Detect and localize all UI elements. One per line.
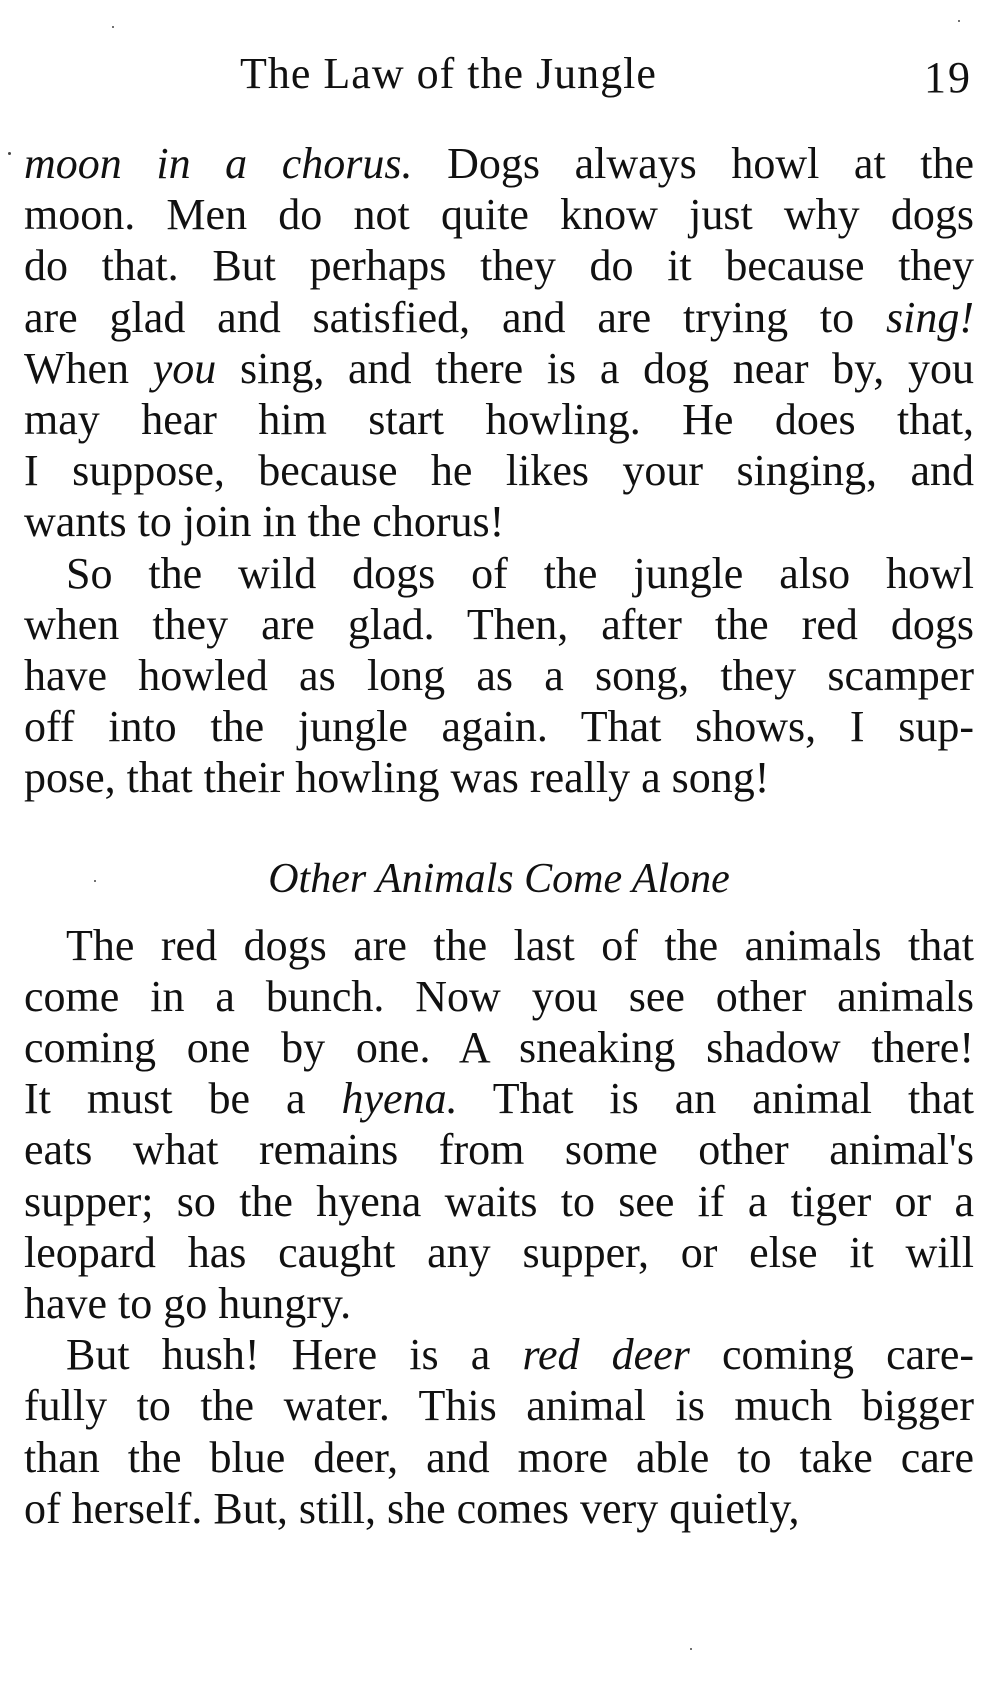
text-run: may hear him start howling. He does that,	[24, 394, 974, 444]
text-line	[24, 1227, 974, 1278]
text-line	[24, 1329, 974, 1380]
text-line	[24, 971, 974, 1022]
text-line	[24, 1483, 974, 1534]
text-line	[24, 1380, 974, 1431]
text-line	[24, 496, 974, 547]
italic-text: hyena.	[341, 1074, 458, 1124]
text-run: coming care-	[689, 1330, 974, 1380]
text-run: than the blue deer, and more able to take care	[24, 1432, 974, 1482]
print-speck	[112, 26, 114, 28]
paragraph	[24, 138, 974, 548]
text-run: So the wild dogs of the jungle also howl	[66, 548, 974, 598]
body-text	[24, 138, 974, 1534]
text-run: are glad and satisfied, and are trying to	[24, 292, 886, 342]
text-line	[24, 1073, 974, 1124]
paragraph	[24, 1329, 974, 1534]
text-line	[24, 189, 974, 240]
text-run: sing, and there is a dog near by, you	[216, 343, 974, 393]
text-run: coming one by one. A sneaking shadow there!	[24, 1023, 974, 1072]
text-line	[24, 650, 974, 701]
text-run: That is an animal that	[457, 1074, 974, 1124]
print-speck	[958, 20, 960, 22]
text-run: do that. But perhaps they do it because they	[24, 241, 974, 291]
text-line	[24, 240, 974, 291]
text-run: have howled as long as a song, they scamper	[24, 650, 974, 700]
text-run: have to go hungry.	[24, 1278, 352, 1328]
text-line	[24, 343, 974, 394]
italic-text: moon in a chorus.	[24, 139, 413, 188]
paragraph	[24, 548, 974, 804]
text-run: off into the jungle again. That shows, I sup-	[24, 702, 974, 752]
text-run: The red dogs are the last of the animals that	[66, 920, 974, 970]
text-line	[24, 1278, 974, 1329]
text-run: It must be a	[24, 1074, 342, 1124]
text-line	[24, 1176, 974, 1227]
text-line	[24, 1432, 974, 1483]
running-title: The Law of the Jungle	[240, 49, 657, 98]
text-run: I suppose, because he likes your singing, and	[24, 446, 974, 496]
italic-text: you	[152, 343, 217, 393]
text-line	[24, 138, 974, 189]
text-run: supper; so the hyena waits to see if a tiger or a	[24, 1176, 974, 1226]
page-header	[0, 48, 1000, 108]
page-number: 19	[924, 53, 972, 102]
text-line	[24, 1022, 974, 1073]
print-speck	[690, 1648, 692, 1650]
text-run: of herself. But, still, she comes very quietly,	[24, 1483, 800, 1533]
text-run: pose, that their howling was really a song!	[24, 753, 770, 803]
text-run: Dogs always howl at the	[412, 139, 974, 188]
section-heading: Other Animals Come Alone	[268, 856, 730, 903]
text-line	[24, 752, 974, 803]
print-speck	[94, 880, 96, 882]
text-line	[24, 701, 974, 752]
text-run: come in a bunch. Now you see other animals	[24, 971, 974, 1021]
text-line	[24, 1124, 974, 1175]
text-run: leopard has caught any supper, or else it will	[24, 1227, 974, 1277]
text-line	[24, 394, 974, 445]
italic-text: sing!	[886, 292, 974, 342]
text-run: But hush! Here is a	[66, 1330, 523, 1380]
text-line	[24, 920, 974, 971]
text-line	[24, 445, 974, 496]
text-run: when they are glad. Then, after the red dogs	[24, 599, 974, 649]
paragraph	[24, 920, 974, 1330]
text-run: eats what remains from some other animal's	[24, 1125, 974, 1175]
text-line	[24, 292, 974, 343]
print-speck	[8, 152, 11, 155]
text-run: fully to the water. This animal is much bigger	[24, 1381, 974, 1431]
text-line	[24, 599, 974, 650]
italic-text: red deer	[522, 1330, 690, 1380]
text-line	[24, 548, 974, 599]
text-run: moon. Men do not quite know just why dogs	[24, 190, 974, 240]
text-run: wants to join in the chorus!	[24, 497, 505, 547]
text-run: When	[24, 343, 153, 393]
